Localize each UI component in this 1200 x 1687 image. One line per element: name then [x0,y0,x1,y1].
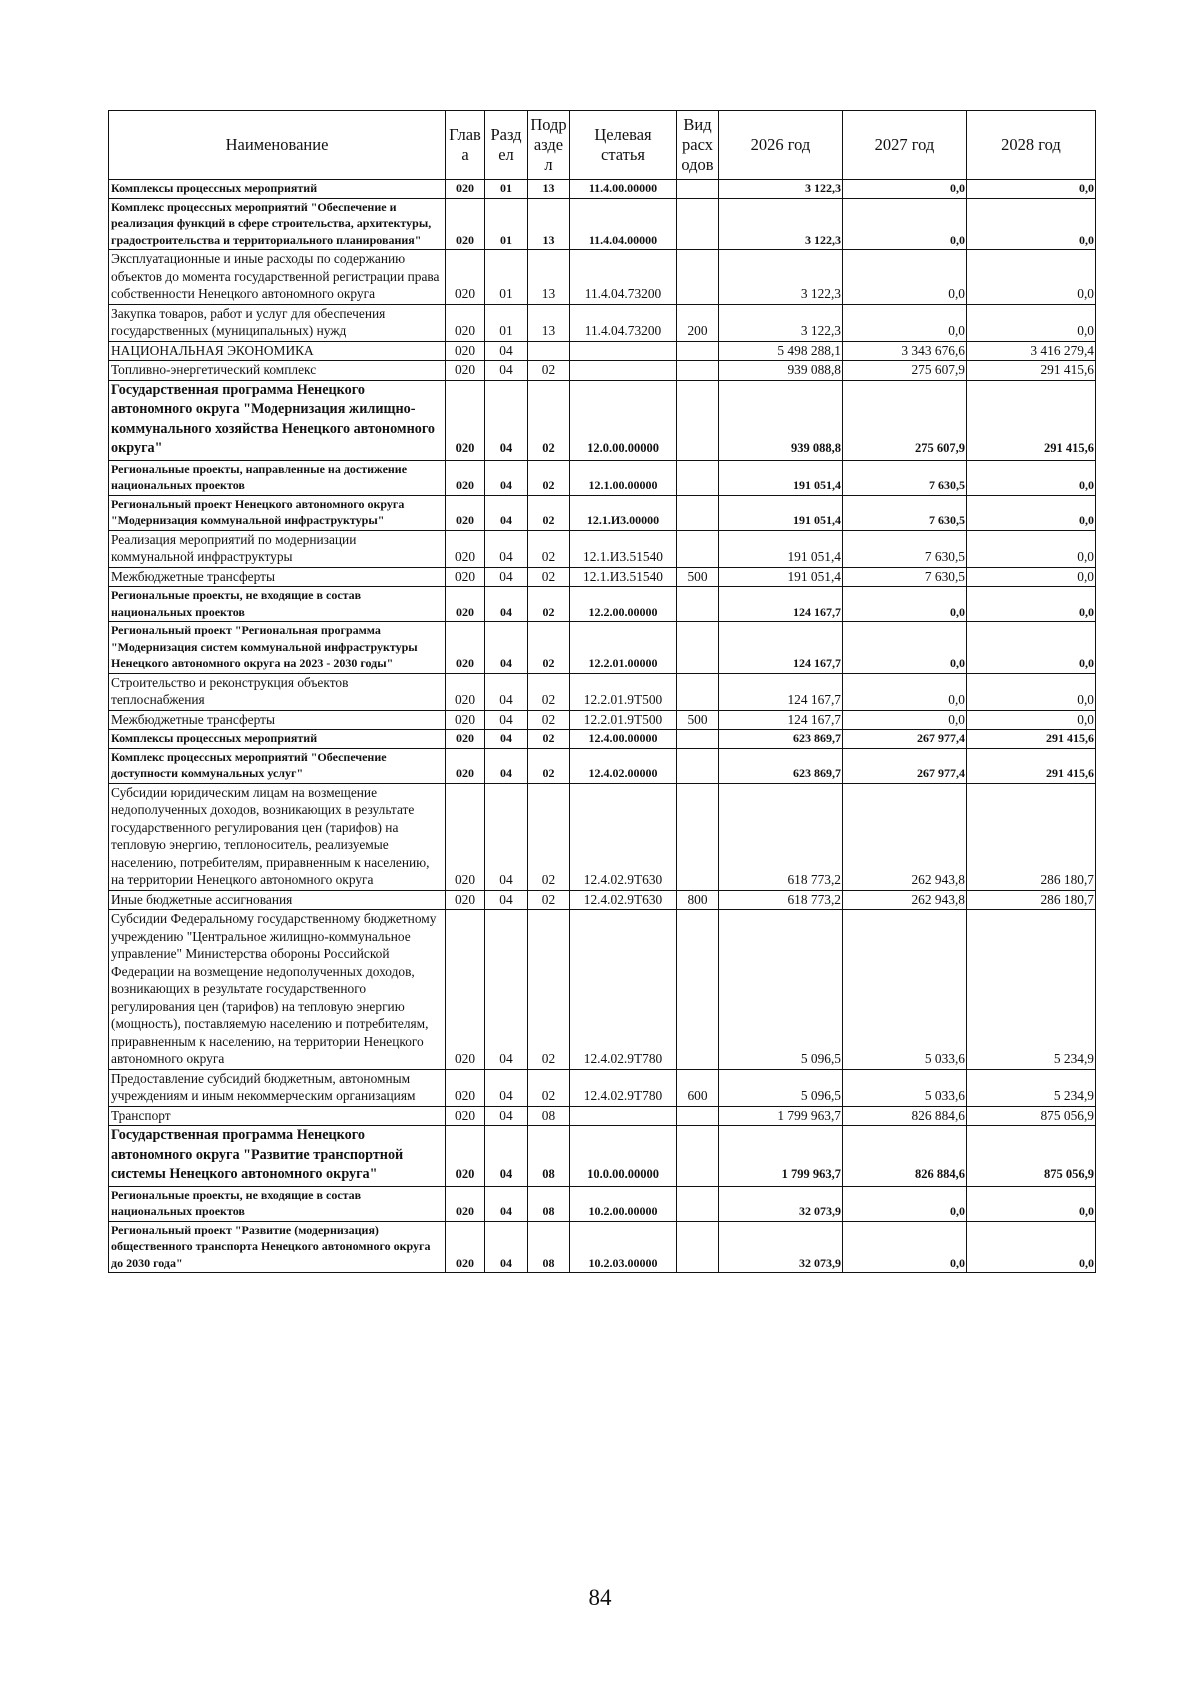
cell-expense-type [677,460,719,495]
cell-year-2026: 191 051,4 [719,460,843,495]
cell-year-2028: 0,0 [967,460,1096,495]
cell-year-2028: 0,0 [967,622,1096,674]
cell-subsection: 02 [528,710,570,730]
table-body [109,180,1096,1273]
cell-subsection: 02 [528,587,570,622]
cell-name: Иные бюджетные ассигнования [109,890,446,910]
cell-year-2027: 7 630,5 [843,495,967,530]
header-target-article: Целевая статья [570,111,677,180]
cell-expense-type [677,730,719,749]
cell-year-2028: 5 234,9 [967,910,1096,1070]
table-row [109,495,1096,530]
cell-year-2026: 124 167,7 [719,587,843,622]
cell-subsection: 02 [528,730,570,749]
cell-section: 01 [485,304,528,341]
cell-year-2027: 7 630,5 [843,530,967,567]
cell-subsection: 02 [528,673,570,710]
cell-subsection: 02 [528,567,570,587]
cell-year-2028: 0,0 [967,587,1096,622]
cell-year-2027: 0,0 [843,198,967,250]
cell-expense-type [677,1126,719,1187]
cell-subsection: 13 [528,250,570,305]
cell-section: 04 [485,622,528,674]
cell-section: 01 [485,180,528,199]
cell-section: 04 [485,361,528,381]
cell-chapter: 020 [446,180,485,199]
cell-year-2028: 286 180,7 [967,783,1096,890]
cell-name: Комплекс процессных мероприятий "Обеспечение и реализация функций в сфере строительства, архитектуры, градостроительства и территориального планирования" [109,198,446,250]
budget-table [108,110,1096,1273]
cell-name: НАЦИОНАЛЬНАЯ ЭКОНОМИКА [109,341,446,361]
cell-chapter: 020 [446,730,485,749]
cell-name: Региональные проекты, направленные на достижение национальных проектов [109,460,446,495]
cell-chapter: 020 [446,1069,485,1106]
cell-section: 04 [485,730,528,749]
cell-year-2027: 5 033,6 [843,910,967,1070]
cell-target-article: 12.2.00.00000 [570,587,677,622]
cell-year-2027: 0,0 [843,304,967,341]
cell-year-2028: 291 415,6 [967,730,1096,749]
page-number: 84 [588,1585,612,1610]
cell-name: Топливно-энергетический комплекс [109,361,446,381]
cell-year-2027: 826 884,6 [843,1106,967,1126]
cell-target-article: 11.4.04.00000 [570,198,677,250]
cell-section: 04 [485,1221,528,1273]
header-year-2027: 2027 год [843,111,967,180]
cell-target-article: 12.0.00.00000 [570,380,677,460]
cell-expense-type [677,341,719,361]
cell-target-article: 11.4.00.00000 [570,180,677,199]
cell-chapter: 020 [446,250,485,305]
cell-chapter: 020 [446,304,485,341]
cell-expense-type: 500 [677,567,719,587]
cell-name: Региональные проекты, не входящие в состав национальных проектов [109,1186,446,1221]
cell-target-article: 12.1.00.00000 [570,460,677,495]
cell-section: 04 [485,710,528,730]
cell-chapter: 020 [446,783,485,890]
cell-subsection: 02 [528,622,570,674]
cell-name: Предоставление субсидий бюджетным, автономным учреждениям и иным некоммерческим организациям [109,1069,446,1106]
cell-chapter: 020 [446,748,485,783]
cell-subsection: 13 [528,304,570,341]
cell-subsection [528,341,570,361]
cell-year-2028: 0,0 [967,304,1096,341]
cell-year-2026: 1 799 963,7 [719,1106,843,1126]
cell-chapter: 020 [446,587,485,622]
cell-year-2028: 0,0 [967,567,1096,587]
cell-year-2026: 3 122,3 [719,198,843,250]
cell-year-2026: 939 088,8 [719,361,843,381]
cell-year-2027: 0,0 [843,587,967,622]
cell-subsection: 08 [528,1126,570,1187]
cell-chapter: 020 [446,567,485,587]
cell-year-2026: 124 167,7 [719,710,843,730]
cell-year-2027: 7 630,5 [843,460,967,495]
cell-name: Реализация мероприятий по модернизации коммунальной инфраструктуры [109,530,446,567]
cell-name: Региональный проект "Развитие (модернизация) общественного транспорта Ненецкого автономного округа до 2030 года" [109,1221,446,1273]
cell-section: 04 [485,530,528,567]
cell-year-2028: 291 415,6 [967,380,1096,460]
cell-subsection: 08 [528,1106,570,1126]
cell-year-2027: 3 343 676,6 [843,341,967,361]
cell-expense-type [677,361,719,381]
cell-year-2026: 3 122,3 [719,304,843,341]
cell-section: 04 [485,890,528,910]
cell-expense-type [677,380,719,460]
header-name: Наименование [109,111,446,180]
cell-year-2028: 291 415,6 [967,748,1096,783]
cell-year-2026: 191 051,4 [719,530,843,567]
cell-year-2028: 875 056,9 [967,1106,1096,1126]
cell-target-article: 12.2.01.9Т500 [570,710,677,730]
cell-expense-type [677,250,719,305]
cell-name: Субсидии юридическим лицам на возмещение недополученных доходов, возникающих в результате государственного регулирования цен (тарифов) на тепловую энергию, теплоноситель, реализуемые населению, потребителям, приравненным к населению, на территории Ненецкого автономного округа [109,783,446,890]
cell-chapter: 020 [446,1126,485,1187]
cell-year-2027: 262 943,8 [843,890,967,910]
cell-subsection: 02 [528,910,570,1070]
cell-name: Межбюджетные трансферты [109,710,446,730]
cell-year-2028: 286 180,7 [967,890,1096,910]
cell-chapter: 020 [446,1221,485,1273]
cell-section: 04 [485,1126,528,1187]
cell-subsection: 02 [528,495,570,530]
cell-year-2026: 5 096,5 [719,1069,843,1106]
cell-expense-type [677,1106,719,1126]
cell-subsection: 02 [528,361,570,381]
cell-chapter: 020 [446,341,485,361]
table-row [109,198,1096,250]
cell-expense-type: 200 [677,304,719,341]
cell-name: Комплексы процессных мероприятий [109,180,446,199]
table-row [109,710,1096,730]
header-year-2028: 2028 год [967,111,1096,180]
cell-name: Региональный проект Ненецкого автономного округа "Модернизация коммунальной инфраструктуры" [109,495,446,530]
cell-year-2026: 124 167,7 [719,622,843,674]
cell-year-2028: 291 415,6 [967,361,1096,381]
cell-year-2026: 618 773,2 [719,783,843,890]
cell-year-2028: 0,0 [967,1186,1096,1221]
cell-year-2027: 826 884,6 [843,1126,967,1187]
cell-name: Эксплуатационные и иные расходы по содержанию объектов до момента государственной регистрации права собственности Ненецкого автономного округа [109,250,446,305]
cell-year-2028: 3 416 279,4 [967,341,1096,361]
cell-target-article: 12.4.02.9Т780 [570,910,677,1070]
cell-expense-type [677,910,719,1070]
cell-year-2027: 262 943,8 [843,783,967,890]
cell-target-article: 10.2.00.00000 [570,1186,677,1221]
cell-expense-type [677,495,719,530]
cell-name: Субсидии Федеральному государственному бюджетному учреждению "Центральное жилищно-коммунальное управление" Министерства обороны Российской Федерации на возмещение недополученных доходов, возникающих в результате государственного регулирования цен (тарифов) на тепловую энергию (мощность), поставляемую населению и потребителям, приравненным к населению, на территории Ненецкого автономного округа [109,910,446,1070]
cell-target-article: 11.4.04.73200 [570,304,677,341]
cell-expense-type [677,1186,719,1221]
cell-subsection: 02 [528,380,570,460]
cell-chapter: 020 [446,622,485,674]
cell-section: 04 [485,341,528,361]
cell-name: Межбюджетные трансферты [109,567,446,587]
cell-section: 04 [485,1069,528,1106]
cell-target-article: 12.1.И3.51540 [570,567,677,587]
table-row [109,380,1096,460]
cell-year-2026: 939 088,8 [719,380,843,460]
cell-target-article: 11.4.04.73200 [570,250,677,305]
table-row [109,460,1096,495]
cell-year-2028: 0,0 [967,673,1096,710]
cell-subsection: 02 [528,890,570,910]
cell-section: 04 [485,460,528,495]
table-row [109,530,1096,567]
cell-year-2028: 0,0 [967,1221,1096,1273]
table-row [109,1221,1096,1273]
cell-year-2026: 191 051,4 [719,495,843,530]
cell-year-2027: 0,0 [843,673,967,710]
cell-year-2027: 275 607,9 [843,380,967,460]
cell-chapter: 020 [446,380,485,460]
cell-target-article [570,1106,677,1126]
header-expense-type: Вид расх одов [677,111,719,180]
table-row [109,1186,1096,1221]
cell-subsection: 02 [528,1069,570,1106]
cell-section: 04 [485,673,528,710]
cell-expense-type [677,622,719,674]
cell-subsection: 08 [528,1221,570,1273]
header-year-2026: 2026 год [719,111,843,180]
cell-subsection: 13 [528,198,570,250]
table-row [109,890,1096,910]
cell-year-2028: 0,0 [967,198,1096,250]
cell-section: 04 [485,783,528,890]
cell-expense-type [677,1221,719,1273]
cell-section: 01 [485,198,528,250]
cell-chapter: 020 [446,1106,485,1126]
header-section: Разд ел [485,111,528,180]
cell-section: 04 [485,587,528,622]
cell-year-2028: 5 234,9 [967,1069,1096,1106]
table-row [109,341,1096,361]
cell-target-article: 12.2.01.00000 [570,622,677,674]
cell-expense-type: 600 [677,1069,719,1106]
cell-target-article: 12.1.И3.51540 [570,530,677,567]
cell-year-2027: 7 630,5 [843,567,967,587]
cell-section: 04 [485,1186,528,1221]
cell-year-2027: 0,0 [843,250,967,305]
cell-year-2026: 618 773,2 [719,890,843,910]
cell-section: 04 [485,1106,528,1126]
cell-chapter: 020 [446,890,485,910]
cell-year-2026: 191 051,4 [719,567,843,587]
cell-expense-type [677,587,719,622]
table-row [109,567,1096,587]
cell-expense-type: 800 [677,890,719,910]
cell-subsection: 02 [528,748,570,783]
table-row [109,1069,1096,1106]
cell-year-2028: 0,0 [967,495,1096,530]
cell-target-article: 12.4.02.00000 [570,748,677,783]
cell-year-2027: 5 033,6 [843,1069,967,1106]
cell-expense-type [677,673,719,710]
cell-target-article [570,361,677,381]
cell-expense-type [677,180,719,199]
table-row [109,180,1096,199]
cell-name: Комплексы процессных мероприятий [109,730,446,749]
cell-chapter: 020 [446,495,485,530]
cell-expense-type [677,198,719,250]
cell-target-article: 12.1.И3.00000 [570,495,677,530]
cell-year-2028: 0,0 [967,530,1096,567]
table-row [109,1106,1096,1126]
table-header-row [109,111,1096,180]
cell-target-article [570,341,677,361]
table-row [109,587,1096,622]
cell-year-2026: 5 096,5 [719,910,843,1070]
cell-name: Региональный проект "Региональная программа "Модернизация систем коммунальной инфраструктуры Ненецкого автономного округа на 2023 - 2030 годы" [109,622,446,674]
table-row [109,622,1096,674]
cell-year-2026: 3 122,3 [719,250,843,305]
cell-subsection: 08 [528,1186,570,1221]
cell-year-2026: 124 167,7 [719,673,843,710]
table-row [109,1126,1096,1187]
cell-year-2027: 0,0 [843,180,967,199]
cell-year-2028: 0,0 [967,710,1096,730]
cell-year-2027: 0,0 [843,710,967,730]
cell-name: Государственная программа Ненецкого автономного округа "Модернизация жилищно-коммунального хозяйства Ненецкого автономного округа" [109,380,446,460]
cell-year-2026: 623 869,7 [719,730,843,749]
cell-year-2028: 0,0 [967,250,1096,305]
cell-section: 04 [485,495,528,530]
table-row [109,783,1096,890]
cell-name: Закупка товаров, работ и услуг для обеспечения государственных (муниципальных) нужд [109,304,446,341]
cell-chapter: 020 [446,710,485,730]
cell-chapter: 020 [446,1186,485,1221]
cell-expense-type: 500 [677,710,719,730]
table-row [109,304,1096,341]
cell-year-2026: 623 869,7 [719,748,843,783]
cell-year-2027: 0,0 [843,622,967,674]
cell-year-2026: 32 073,9 [719,1186,843,1221]
cell-name: Строительство и реконструкция объектов теплоснабжения [109,673,446,710]
cell-year-2027: 0,0 [843,1186,967,1221]
cell-section: 04 [485,567,528,587]
table-row [109,910,1096,1070]
cell-target-article: 12.4.00.00000 [570,730,677,749]
cell-target-article: 10.2.03.00000 [570,1221,677,1273]
cell-name: Транспорт [109,1106,446,1126]
cell-section: 04 [485,748,528,783]
table-row [109,250,1096,305]
table-row [109,673,1096,710]
cell-year-2026: 32 073,9 [719,1221,843,1273]
cell-name: Комплекс процессных мероприятий "Обеспечение доступности коммунальных услуг" [109,748,446,783]
cell-chapter: 020 [446,198,485,250]
table-row [109,361,1096,381]
cell-target-article: 12.2.01.9Т500 [570,673,677,710]
header-subsection: Подр азде л [528,111,570,180]
cell-subsection: 02 [528,530,570,567]
cell-target-article: 12.4.02.9Т630 [570,890,677,910]
cell-expense-type [677,783,719,890]
cell-year-2027: 275 607,9 [843,361,967,381]
cell-year-2027: 267 977,4 [843,748,967,783]
cell-target-article: 12.4.02.9Т780 [570,1069,677,1106]
cell-name: Государственная программа Ненецкого автономного округа "Развитие транспортной системы Ненецкого автономного округа" [109,1126,446,1187]
cell-expense-type [677,530,719,567]
cell-expense-type [677,748,719,783]
cell-year-2028: 875 056,9 [967,1126,1096,1187]
cell-year-2027: 267 977,4 [843,730,967,749]
cell-section: 01 [485,250,528,305]
cell-chapter: 020 [446,460,485,495]
cell-target-article: 10.0.00.00000 [570,1126,677,1187]
cell-subsection: 13 [528,180,570,199]
table-row [109,730,1096,749]
header-chapter: Глав а [446,111,485,180]
cell-section: 04 [485,910,528,1070]
cell-subsection: 02 [528,783,570,890]
cell-section: 04 [485,380,528,460]
cell-year-2026: 5 498 288,1 [719,341,843,361]
cell-chapter: 020 [446,673,485,710]
cell-chapter: 020 [446,530,485,567]
cell-target-article: 12.4.02.9Т630 [570,783,677,890]
cell-chapter: 020 [446,910,485,1070]
cell-year-2028: 0,0 [967,180,1096,199]
cell-chapter: 020 [446,361,485,381]
cell-year-2026: 3 122,3 [719,180,843,199]
table-row [109,748,1096,783]
cell-name: Региональные проекты, не входящие в состав национальных проектов [109,587,446,622]
cell-subsection: 02 [528,460,570,495]
cell-year-2027: 0,0 [843,1221,967,1273]
cell-year-2026: 1 799 963,7 [719,1126,843,1187]
